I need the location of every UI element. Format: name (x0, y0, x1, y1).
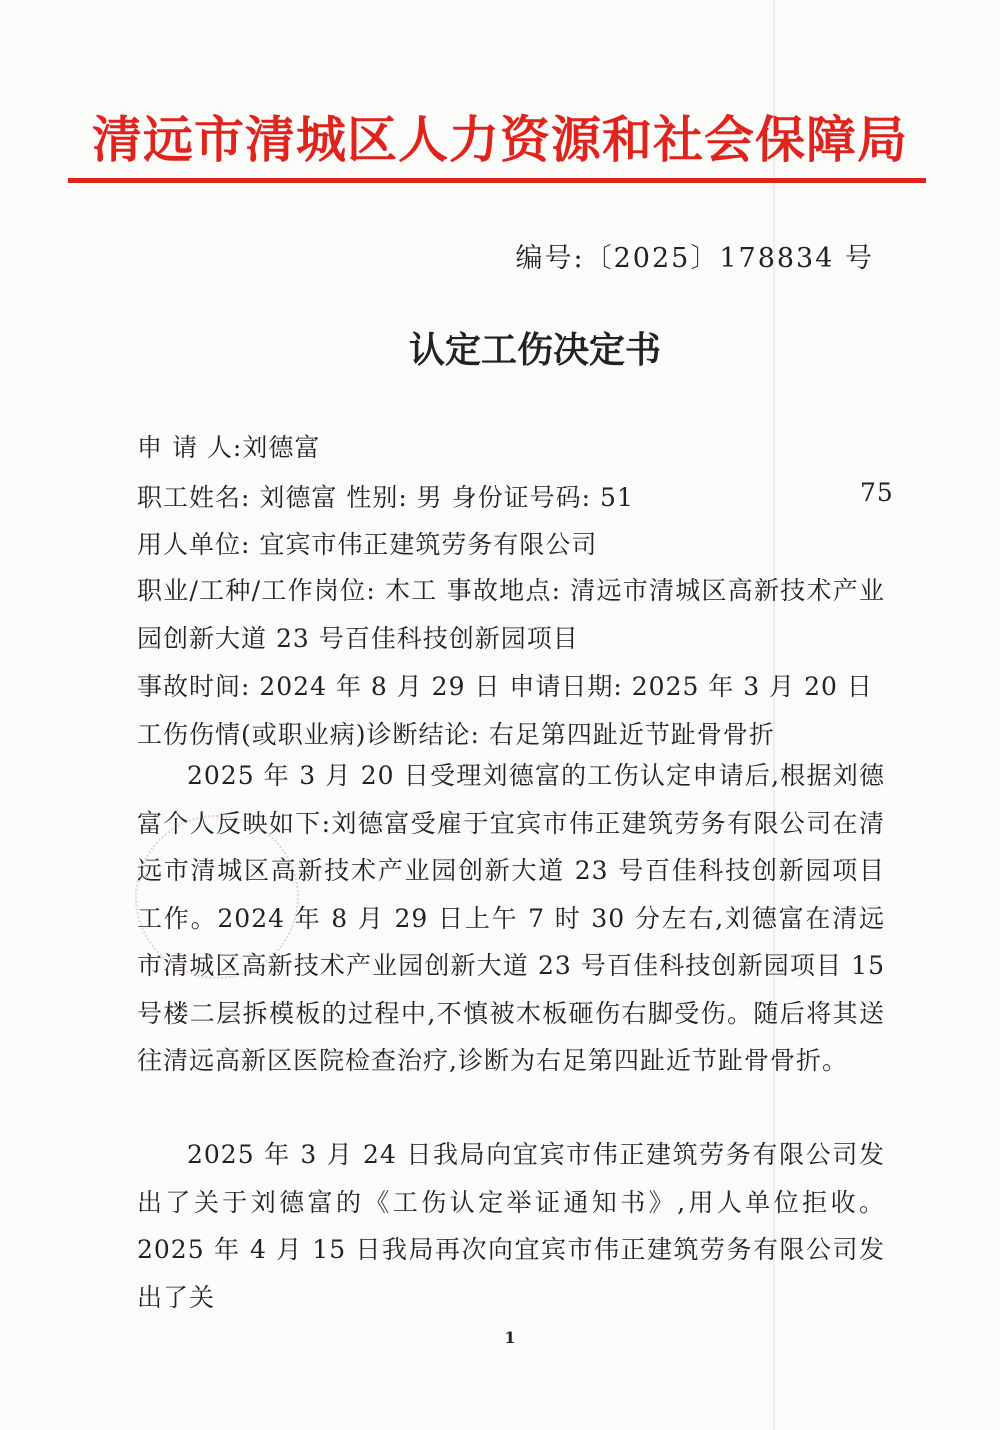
page-number: 1 (504, 1328, 516, 1347)
id-number-suffix: 75 (860, 478, 894, 507)
diagnosis-field: 工伤伤情(或职业病)诊断结论: 右足第四趾近节趾骨骨折 (137, 720, 775, 749)
letterhead-red-rule (68, 178, 926, 183)
employee-info-field: 职工姓名: 刘德富 性别: 男 身份证号码: 51 (137, 483, 634, 512)
occupation-location-field: 职业/工种/工作岗位: 木工 事故地点: 清远市清城区高新技术产业园创新大道 23 号百佳科技创新园项目 (137, 576, 885, 653)
applicant-field: 申 请 人:刘德富 (137, 433, 321, 462)
paragraph-incident-account: 2025 年 3 月 20 日受理刘德富的工伤认定申请后,根据刘德富个人反映如下:刘德富受雇于宜宾市伟正建筑劳务有限公司在清远市清城区高新技术产业园创新大道 23 号百佳科技创新园项目工作。2024 年 8 月 29 日上午 7 时 30 分左右,刘德富在清远市清城区高新技术产业园创新大道 23 号百佳科技创新园项目 15 号楼二层拆模板的过程中,不慎被木板砸伤右脚受伤。随后将其送往清远高新区医院检查治疗,诊断为右足第四趾近节趾骨骨折。 (137, 761, 885, 1075)
faint-seal-stamp (135, 815, 299, 979)
employer-field: 用人单位: 宜宾市伟正建筑劳务有限公司 (137, 530, 598, 559)
accident-date-field: 事故时间: 2024 年 8 月 29 日 申请日期: 2025 年 3 月 20 日 (137, 672, 873, 701)
paragraph-notice: 2025 年 3 月 24 日我局向宜宾市伟正建筑劳务有限公司发出了关于刘德富的《工伤认定举证通知书》,用人单位拒收。2025 年 4 月 15 日我局再次向宜宾市伟正建筑劳务有限公司发出了关 (137, 1140, 885, 1312)
agency-letterhead: 清远市清城区人力资源和社会保障局 (92, 110, 908, 169)
document-title: 认定工伤决定书 (408, 330, 661, 371)
document-number: 编号:〔2025〕178834 号 (515, 243, 874, 274)
